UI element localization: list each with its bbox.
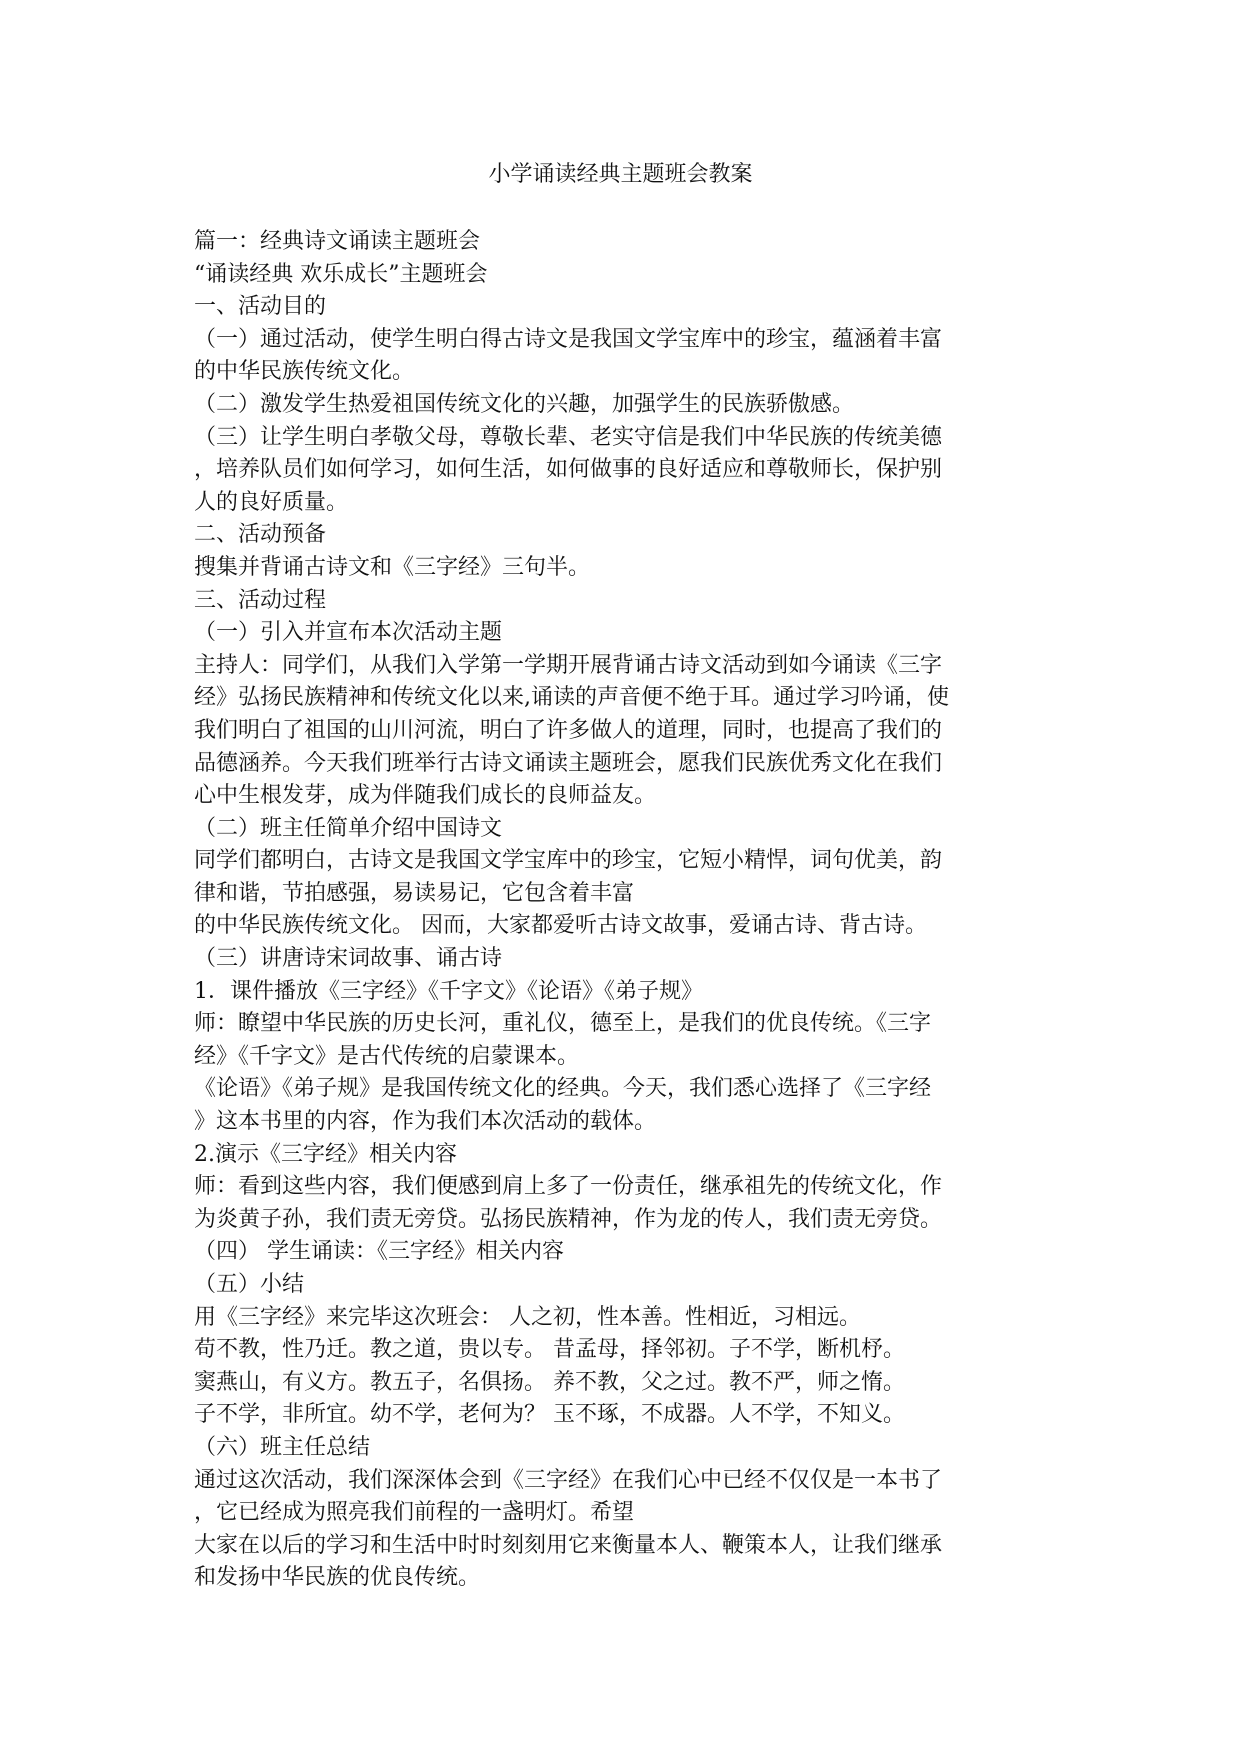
text-line: （二）班主任简单介绍中国诗文	[194, 815, 503, 841]
text-line: 三、活动过程	[194, 587, 327, 613]
text-line: 师：瞭望中华民族的历史长河，重礼仪，德至上，是我们的优良传统。《三字	[194, 1011, 932, 1037]
text-line: 师：看到这些内容，我们便感到肩上多了一份责任，继承祖先的传统文化，作	[194, 1174, 943, 1200]
text-line: 搜集并背诵古诗文和《三字经》三句半。	[194, 554, 591, 580]
text-line: 1．课件播放《三字经》《千字文》《论语》《弟子规》	[194, 978, 703, 1004]
text-line: 我们明白了祖国的山川河流，明白了许多做人的道理，同时，也提高了我们的	[194, 717, 943, 743]
text-line: 》这本书里的内容，作为我们本次活动的载体。	[194, 1109, 657, 1135]
document-body	[194, 226, 1054, 1595]
text-line: 窦燕山，有义方。教五子，名俱扬。 养不教，父之过。教不严，师之惰。	[194, 1369, 905, 1395]
text-line: 子不学，非所宜。幼不学，老何为？ 玉不琢，不成器。人不学，不知义。	[194, 1402, 905, 1428]
text-line: 为炎黄子孙，我们责无旁贷。弘扬民族精神，作为龙的传人，我们责无旁贷。	[194, 1206, 943, 1232]
text-line: 心中生根发芽，成为伴随我们成长的良师益友。	[194, 783, 657, 809]
text-line: 用《三字经》来完毕这次班会： 人之初，性本善。性相近，习相远。	[194, 1304, 861, 1330]
text-line: ，培养队员们如何学习，如何生活，如何做事的良好适应和尊敬师长，保护别	[194, 457, 943, 483]
text-line: 主持人：同学们，从我们入学第一学期开展背诵古诗文活动到如今诵读《三字	[194, 652, 943, 678]
text-line: 苟不教，性乃迁。教之道，贵以专。 昔孟母，择邻初。子不学，断机杼。	[194, 1337, 905, 1363]
text-line: （五）小结	[194, 1272, 305, 1297]
text-line: 大家在以后的学习和生活中时时刻刻用它来衡量本人、鞭策本人，让我们继承	[194, 1532, 943, 1558]
text-line: 篇一：经典诗文诵读主题班会	[194, 229, 481, 254]
text-line: （六）班主任总结	[194, 1434, 371, 1460]
text-line: 和发扬中华民族的优良传统。	[194, 1565, 481, 1591]
text-line: 通过这次活动，我们深深体会到《三字经》在我们心中已经不仅仅是一本书了	[194, 1467, 943, 1493]
text-line: “诵读经典 欢乐成长”主题班会	[194, 261, 488, 287]
text-line: （二）激发学生热爱祖国传统文化的兴趣，加强学生的民族骄傲感。	[194, 391, 855, 417]
text-line: 经》弘扬民族精神和传统文化以来,诵读的声音便不绝于耳。通过学习吟诵，使	[194, 685, 949, 711]
text-line: 的中华民族传统文化。	[194, 359, 415, 385]
text-line: 人的良好质量。	[194, 489, 349, 515]
text-line: 律和谐，节拍感强，易读易记，它包含着丰富	[194, 880, 635, 906]
document-title: 小学诵读经典主题班会教案	[488, 162, 753, 187]
text-line: ，它已经成为照亮我们前程的一盏明灯。希望	[194, 1500, 635, 1526]
text-line: 同学们都明白，古诗文是我国文学宝库中的珍宝，它短小精悍，词句优美，韵	[194, 848, 943, 874]
text-line: （一）引入并宣布本次活动主题	[194, 620, 503, 646]
text-line: （三）讲唐诗宋词故事、诵古诗	[194, 946, 503, 972]
text-line: （四） 学生诵读：《三字经》相关内容	[194, 1239, 564, 1265]
text-line: 的中华民族传统文化。 因而，大家都爱听古诗文故事，爱诵古诗、背古诗。	[194, 913, 927, 939]
text-line: 经》《千字文》是古代传统的启蒙课本。	[194, 1043, 580, 1069]
text-line: 《论语》《弟子规》是我国传统文化的经典。今天，我们悉心选择了《三字经	[194, 1076, 932, 1102]
text-line: （一）通过活动，使学生明白得古诗文是我国文学宝库中的珍宝，蕴涵着丰富	[194, 326, 943, 352]
text-line: 一、活动目的	[194, 294, 327, 320]
text-line: 2.演示《三字经》相关内容	[194, 1141, 457, 1167]
text-line: 品德涵养。今天我们班举行古诗文诵读主题班会，愿我们民族优秀文化在我们	[194, 750, 943, 776]
text-line: （三）让学生明白孝敬父母，尊敬长辈、老实守信是我们中华民族的传统美德	[194, 424, 943, 450]
text-line: 二、活动预备	[194, 522, 327, 548]
